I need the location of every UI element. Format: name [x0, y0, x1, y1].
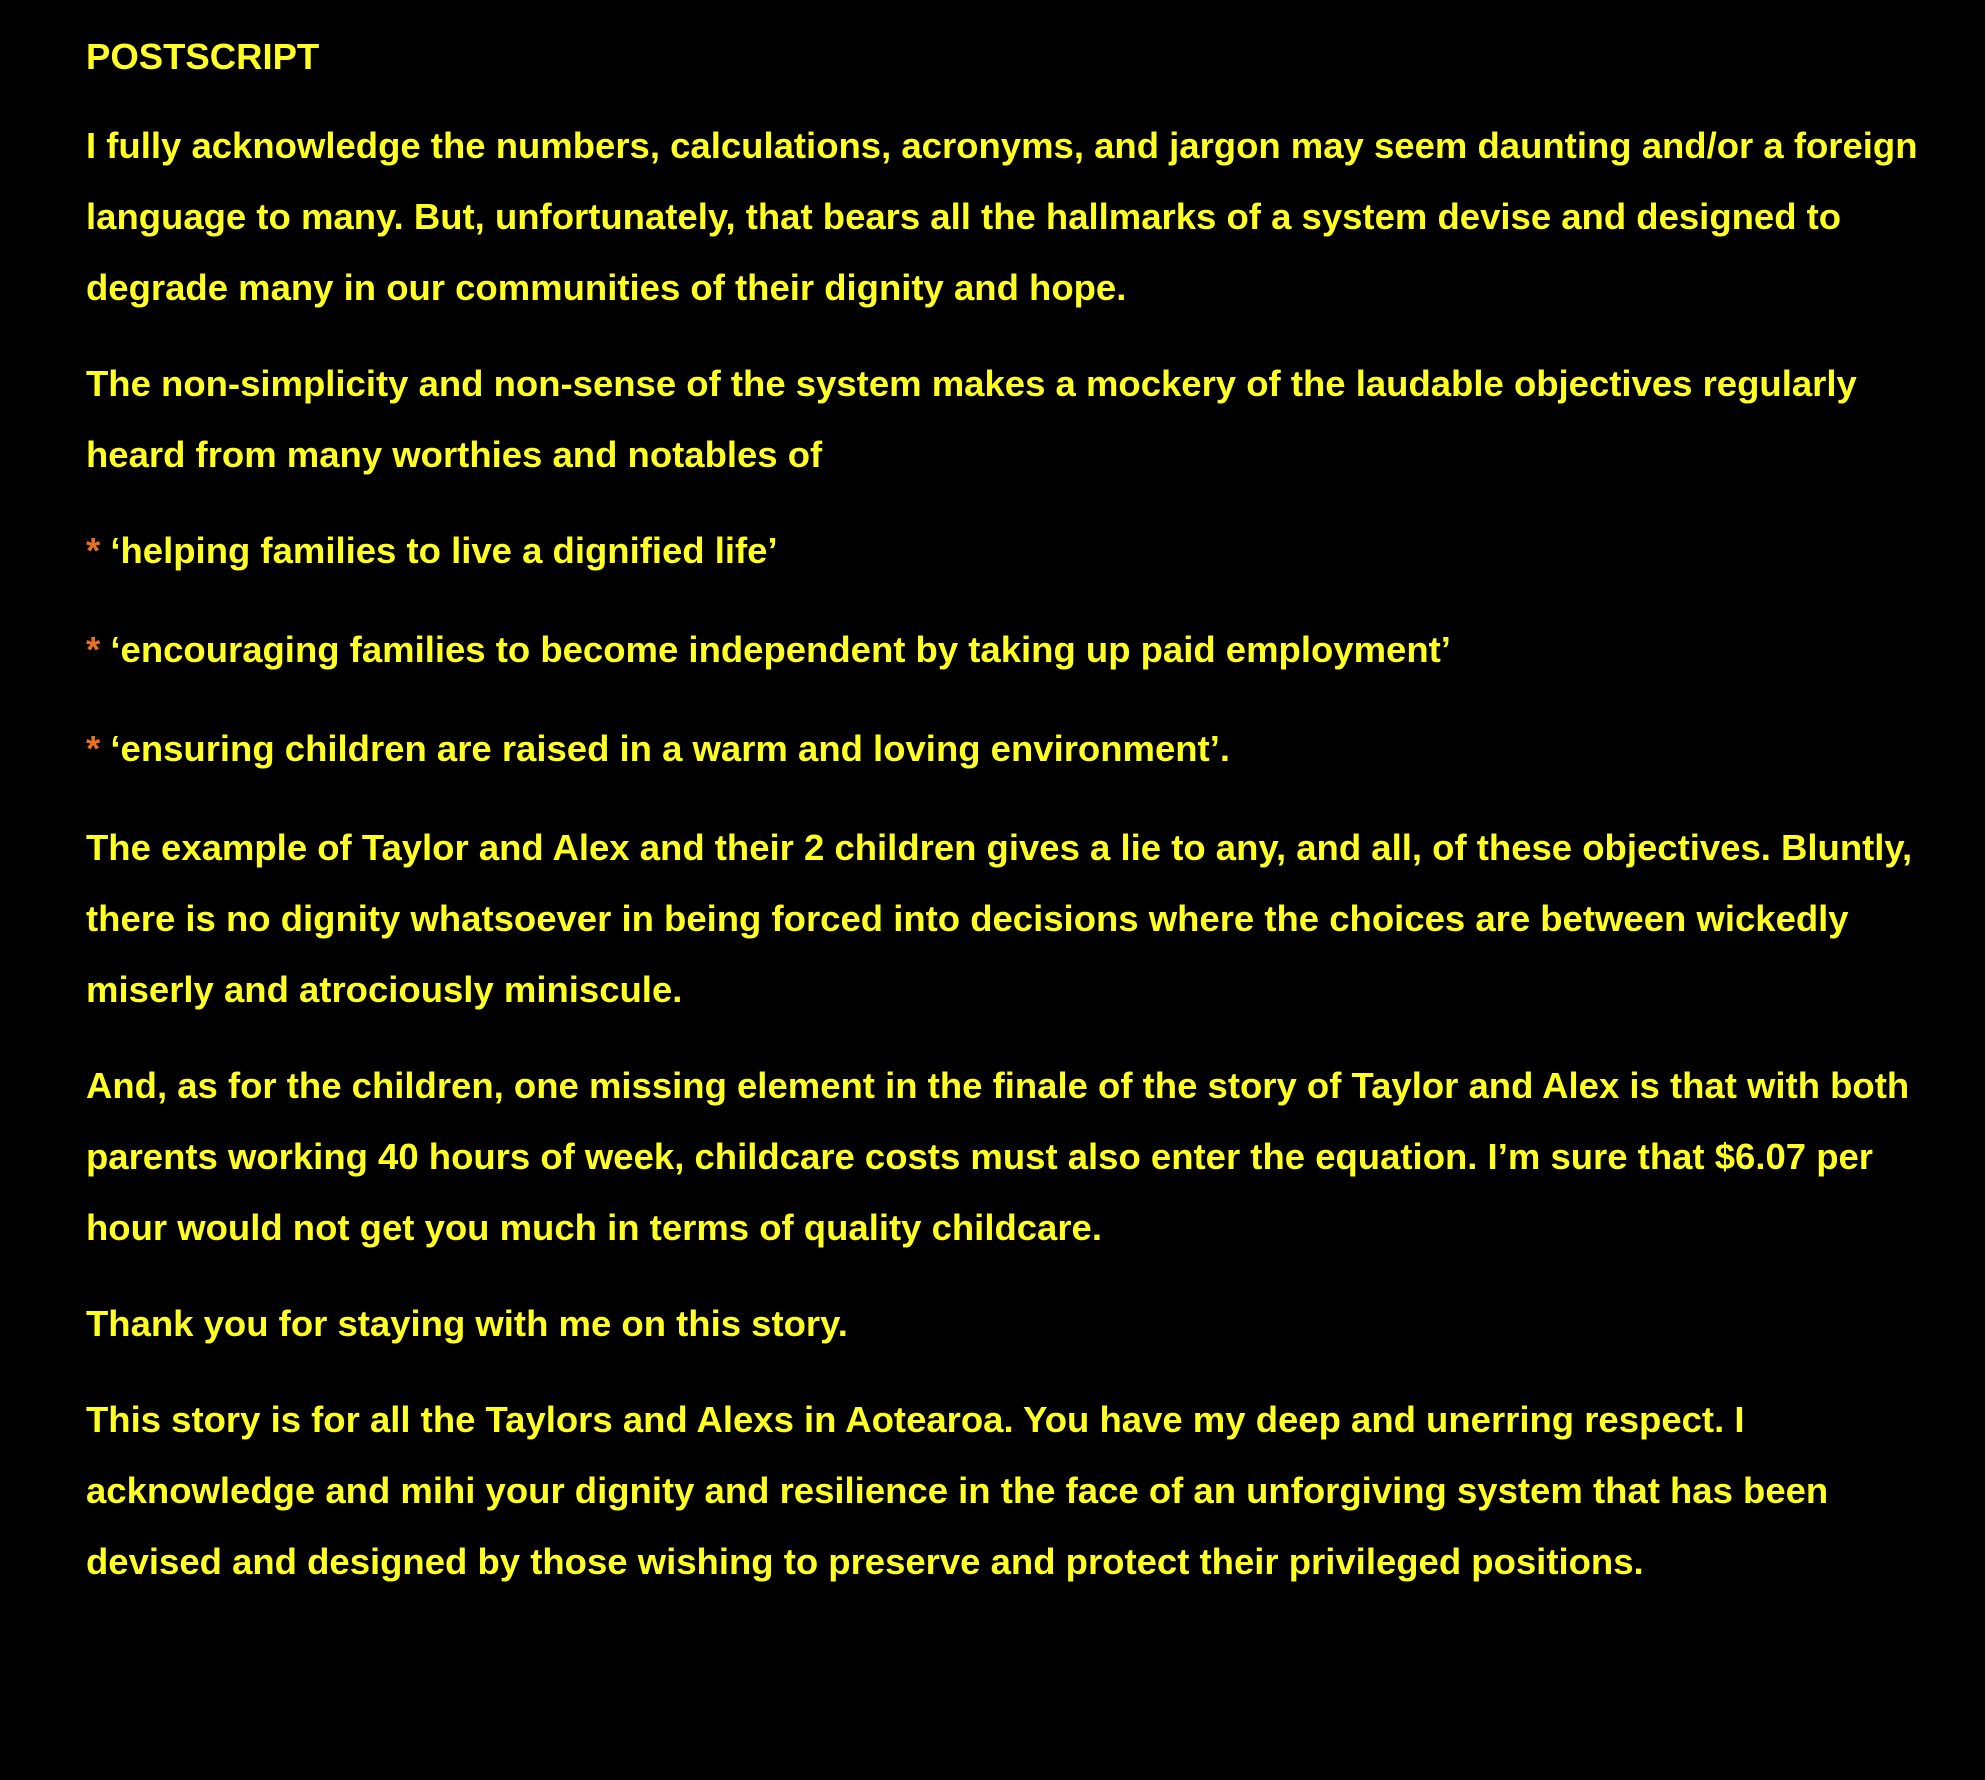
bullet-item-dignified-life: [86, 515, 1946, 586]
bullet-text: ‘ensuring children are raised in a warm and loving environment’.: [110, 728, 1230, 769]
postscript-heading: POSTSCRIPT: [86, 36, 320, 77]
postscript-document: [86, 28, 1946, 1622]
bullet-item-paid-employment: [86, 614, 1946, 685]
bullet-text: ‘encouraging families to become independent by taking up paid employment’: [110, 629, 1451, 670]
bullet-item-loving-environment: [86, 713, 1946, 784]
paragraph-taylor-alex-example: The example of Taylor and Alex and their 2 children gives a lie to any, and all, of these objectives. Bluntly, there is no dignity whatsoever in being forced into decisions where the choices are between wickedly miserly and atrociously miniscule.: [86, 827, 1913, 1010]
bullet-marker: *: [86, 728, 101, 769]
paragraph-objectives-intro: The non-simplicity and non-sense of the system makes a mockery of the laudable objectives regularly heard from many worthies and notables of: [86, 363, 1857, 475]
bullet-marker: *: [86, 530, 101, 571]
paragraph-childcare-costs: And, as for the children, one missing element in the finale of the story of Taylor and Alex is that with both parents working 40 hours of week, childcare costs must also enter the equation. I’m sure that $6.07 per hour would not get you much in terms of quality childcare.: [86, 1065, 1910, 1248]
paragraph-thank-you: Thank you for staying with me on this story.: [86, 1303, 848, 1344]
paragraph-acknowledgement: I fully acknowledge the numbers, calculations, acronyms, and jargon may seem daunting and/or a foreign language to many. But, unfortunately, that bears all the hallmarks of a system devise and designed to degrade many in our communities of their dignity and hope.: [86, 125, 1918, 308]
paragraph-dedication: This story is for all the Taylors and Alexs in Aotearoa. You have my deep and unerring respect. I acknowledge and mihi your dignity and resilience in the face of an unforgiving system that has been devised and designed by those wishing to preserve and protect their privileged positions.: [86, 1399, 1829, 1582]
bullet-marker: *: [86, 629, 101, 670]
bullet-text: ‘helping families to live a dignified life’: [110, 530, 778, 571]
